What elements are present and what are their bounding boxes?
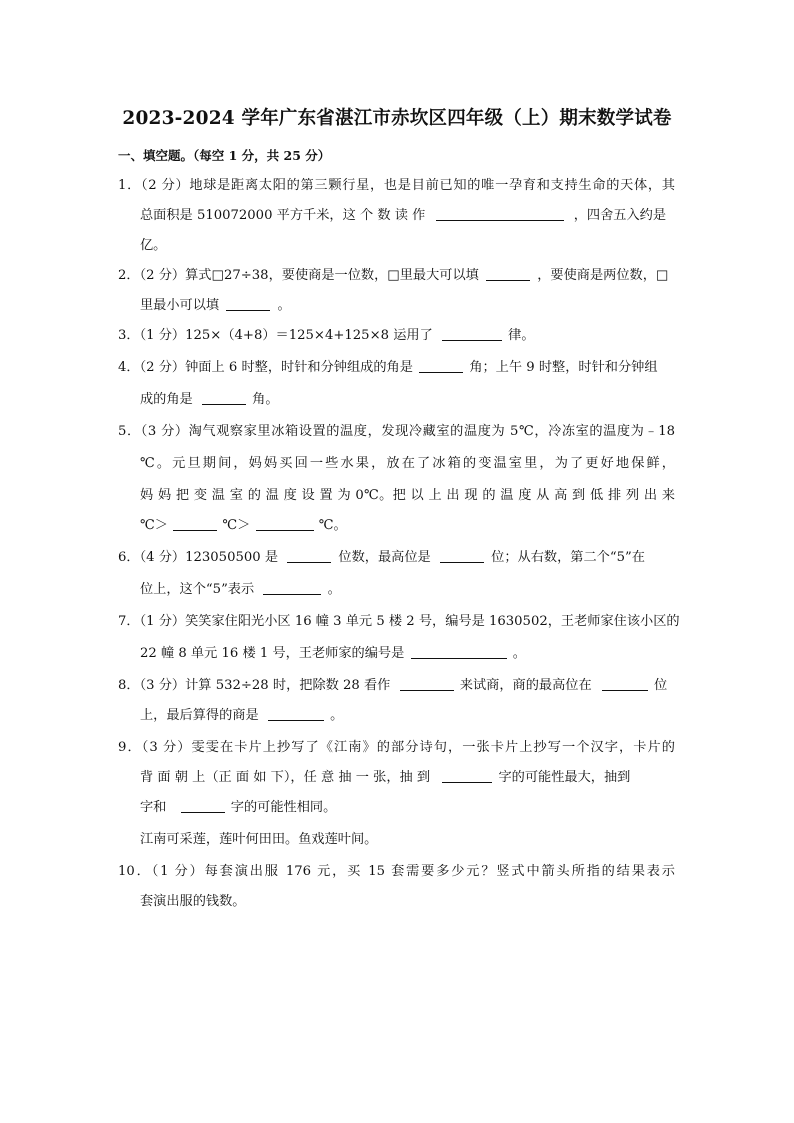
question-text: 里最小可以填 bbox=[140, 298, 220, 313]
question-text: 22 幢 8 单元 16 楼 1 号，王老师家的编号是 bbox=[140, 646, 405, 661]
answer-blank bbox=[442, 768, 492, 783]
question-7-line-1: 7．（1 分）笑笑家住阳光小区 16 幢 3 单元 5 楼 2 号，编号是 1630502，王老师家住该小区的 bbox=[118, 614, 680, 629]
question-2-line-2 bbox=[140, 296, 291, 316]
question-text: 成的角是 bbox=[140, 392, 193, 407]
question-text: ℃。 bbox=[318, 518, 347, 533]
question-text: 2．（2 分）算式□27÷38，要使商是一位数，□里最大可以填 bbox=[118, 268, 479, 283]
question-3-line-1 bbox=[118, 326, 535, 346]
question-4-line-2 bbox=[140, 390, 279, 410]
answer-blank bbox=[181, 798, 225, 813]
question-2-line-1 bbox=[118, 266, 668, 286]
question-5-line-3: 妈 妈 把 变 温 室 的 温 度 设 置 为 0℃。把 以 上 出 现 的 温 度 从 高 到 低 排 列 出 来 bbox=[140, 488, 675, 503]
question-text: 字的可能性最大，抽到 bbox=[498, 770, 631, 785]
question-text: 3．（1 分）125×（4+8）＝125×4+125×8 运用了 bbox=[118, 328, 433, 343]
question-text: ℃＞ bbox=[222, 518, 251, 533]
question-text: 角。 bbox=[252, 392, 279, 407]
question-5-line-4 bbox=[140, 516, 347, 536]
answer-blank bbox=[411, 644, 507, 659]
answer-blank bbox=[256, 516, 314, 531]
question-text: 位；从右数，第二个“5”在 bbox=[491, 550, 645, 565]
answer-blank bbox=[287, 548, 331, 563]
question-text: 位上，这个“5”表示 bbox=[140, 582, 255, 597]
question-8-line-2 bbox=[140, 706, 343, 726]
question-9-line-3 bbox=[140, 798, 336, 818]
section-heading: 一、填空题。（每空 1 分，共 25 分） bbox=[118, 148, 331, 163]
answer-blank bbox=[602, 676, 648, 691]
answer-blank bbox=[436, 206, 564, 221]
question-9-line-2 bbox=[140, 768, 630, 788]
poem-card-text: 江南可采莲，莲叶何田田。鱼戏莲叶间。 bbox=[140, 832, 378, 847]
question-1-line-1: 1．（2 分）地球是距离太阳的第三颗行星，也是目前已知的唯一孕育和支持生命的天体，其 bbox=[118, 178, 675, 193]
question-5-line-1: 5．（3 分）淘气观察家里冰箱设置的温度，发现冷藏室的温度为 5℃，冷冻室的温度为﹣18 bbox=[118, 424, 675, 439]
answer-blank bbox=[202, 390, 246, 405]
question-text: ，要使商是两位数，□ bbox=[537, 268, 669, 283]
answer-blank bbox=[263, 580, 321, 595]
question-6-line-2 bbox=[140, 580, 341, 600]
page-title: 2023-2024 学年广东省湛江市赤坎区四年级（上）期末数学试卷 bbox=[122, 108, 672, 129]
answer-blank bbox=[419, 358, 463, 373]
question-5-line-2: ℃。元旦期间，妈妈买回一些水果，放在了冰箱的变温室里，为了更好地保鲜， bbox=[140, 456, 675, 471]
question-text: ℃＞ bbox=[140, 518, 168, 533]
question-text: 6．（4 分）123050500 是 bbox=[118, 550, 279, 565]
question-10-line-1: 10．（1 分）每套演出服 176 元，买 15 套需要多少元？竖式中箭头所指的结果表示 bbox=[118, 864, 675, 879]
question-text: 角；上午 9 时整，时针和分钟组 bbox=[469, 360, 658, 375]
question-text: 上，最后算得的商是 bbox=[140, 708, 259, 723]
question-4-line-1 bbox=[118, 358, 658, 378]
question-8-line-1 bbox=[118, 676, 667, 696]
question-text: 。 bbox=[330, 708, 344, 723]
question-text: ，四舍五入约是 bbox=[573, 208, 667, 223]
question-7-line-2 bbox=[140, 644, 526, 664]
question-9-line-1: 9．（3 分）雯雯在卡片上抄写了《江南》的部分诗句，一张卡片上抄写一个汉字，卡片的 bbox=[118, 740, 675, 755]
question-text: 总面积是 510072000 平方千米，这 个 数 读 作 bbox=[140, 208, 426, 223]
question-10-line-2: 套演出服的钱数。 bbox=[140, 894, 246, 909]
answer-blank bbox=[226, 296, 270, 311]
question-text: 字和 bbox=[140, 800, 167, 815]
answer-blank bbox=[268, 706, 324, 721]
answer-blank bbox=[400, 676, 454, 691]
question-1-line-2 bbox=[140, 206, 666, 226]
question-text: 8．（3 分）计算 532÷28 时，把除数 28 看作 bbox=[118, 678, 391, 693]
answer-blank bbox=[442, 326, 502, 341]
answer-blank bbox=[486, 266, 530, 281]
question-text: 。 bbox=[512, 646, 526, 661]
question-text: 。 bbox=[327, 582, 341, 597]
question-text: 来试商，商的最高位在 bbox=[459, 678, 592, 693]
question-text: 律。 bbox=[508, 328, 535, 343]
answer-blank bbox=[440, 548, 484, 563]
question-text: 背 面 朝 上（正 面 如 下），任 意 抽 一 张，抽 到 bbox=[140, 770, 431, 785]
question-text: 字的可能性相同。 bbox=[230, 800, 337, 815]
question-text: 4．（2 分）钟面上 6 时整，时针和分钟组成的角是 bbox=[118, 360, 413, 375]
question-6-line-1 bbox=[118, 548, 645, 568]
question-text: 位 bbox=[654, 678, 668, 693]
question-text: 。 bbox=[277, 298, 291, 313]
question-text: 位数，最高位是 bbox=[338, 550, 431, 565]
answer-blank bbox=[173, 516, 217, 531]
question-1-line-3: 亿。 bbox=[140, 238, 167, 253]
